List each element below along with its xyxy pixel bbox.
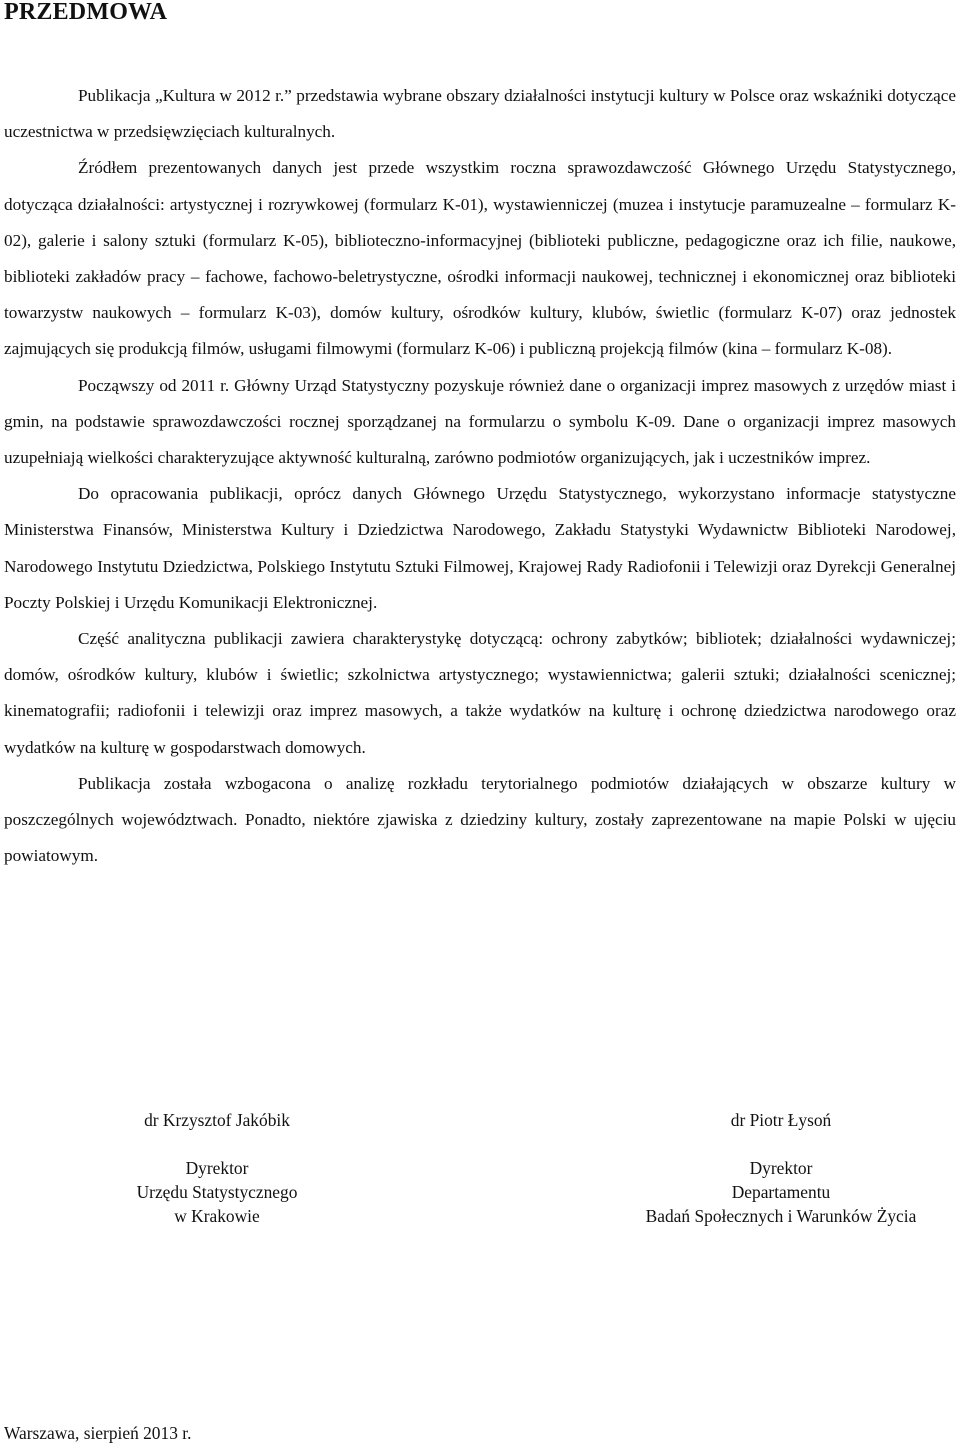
signature-location: w Krakowie (174, 1206, 260, 1226)
signature-name: dr Piotr Łysoń (730, 1110, 832, 1130)
paragraph-data-sources: Źródłem prezentowanych danych jest przede wszystkim roczna sprawozdawczość Głównego Urzędu Statystycznego, dotycząca działalności: artystycznej i rozrywkowej (formularz K-01), wystawienniczej (muzea i instytucje paramuzealne – formularz K-02), galerie i salony sztuki (formularz K-05), biblioteczno-informacyjnej (biblioteki publiczne, pedagogiczne oraz ich filie, naukowe, biblioteki zakładów pracy – fachowe, fachowo-beletrystyczne, ośrodki informacji naukowej, technicznej i ekonomicznej oraz biblioteki towarzystw naukowych – formularz K-03), domów kultury, ośrodków kultury, klubów, świetlic (formularz K-07) oraz jednostek zajmujących się produkcją filmów, usługami filmowymi (formularz K-06) i publiczną projekcją filmów (kina – formularz K-08). (4, 158, 956, 359)
place-and-date: Warszawa, sierpień 2013 r. (4, 1423, 192, 1443)
signature-institution: Urzędu Statystycznego (136, 1182, 298, 1202)
signature-role: Dyrektor (749, 1158, 813, 1178)
paragraph-intro: Publikacja „Kultura w 2012 r.” przedstawia wybrane obszary działalności instytucji kultury w Polsce oraz wskaźniki dotyczące uczestnictwa w przedsięwzięciach kulturalnych. (4, 86, 956, 142)
signature-department: Departamentu (731, 1182, 831, 1202)
page-title: PRZEDMOWA (4, 0, 168, 25)
signature-role: Dyrektor (185, 1158, 249, 1178)
signature-right (604, 1108, 958, 1228)
paragraph-analytical-part: Część analityczna publikacji zawiera charakterystykę dotyczącą: ochrony zabytków; bibliotek; działalności wydawniczej; domów, ośrodków kultury, klubów i świetlic; szkolnictwa artystycznego; wystawiennictwa; galerii sztuki; działalności scenicznej; kinematografii; radiofonii i telewizji oraz imprez masowych, a także wydatków na kulturę i ochronę dziedzictwa narodowego oraz wydatków na kulturę w gospodarstwach domowych. (4, 629, 956, 757)
signature-department-name: Badań Społecznych i Warunków Życia (645, 1206, 917, 1226)
document-body (4, 78, 956, 874)
paragraph-territorial-analysis: Publikacja została wzbogacona o analizę rozkładu terytorialnego podmiotów działających w obszarze kultury w poszczególnych województwach. Ponadto, niektóre zjawiska z dziedziny kultury, zostały zaprezentowane na mapie Polski w ujęciu powiatowym. (4, 773, 956, 866)
signature-left (100, 1108, 334, 1228)
paragraph-external-sources: Do opracowania publikacji, oprócz danych Głównego Urzędu Statystycznego, wykorzystano informacje statystyczne Ministerstwa Finansów, Ministerstwa Kultury i Dziedzictwa Narodowego, Zakładu Statystyki Wydawnictw Biblioteki Narodowej, Narodowego Instytutu Dziedzictwa, Polskiego Instytutu Sztuki Filmowej, Krajowej Rady Radiofonii i Telewizji oraz Dyrekcji Generalnej Poczty Polskiej i Urzędu Komunikacji Elektronicznej. (4, 484, 956, 612)
paragraph-mass-events: Począwszy od 2011 r. Główny Urząd Statystyczny pozyskuje również dane o organizacji imprez masowych z urzędów miast i gmin, na podstawie sprawozdawczości rocznej sporządzanej na formularzu o symbolu K-09. Dane o organizacji imprez masowych uzupełniają wielkości charakteryzujące aktywność kulturalną, zarówno podmiotów organizujących, jak i uczestników imprez. (4, 375, 956, 468)
signature-name: dr Krzysztof Jakóbik (144, 1110, 290, 1130)
